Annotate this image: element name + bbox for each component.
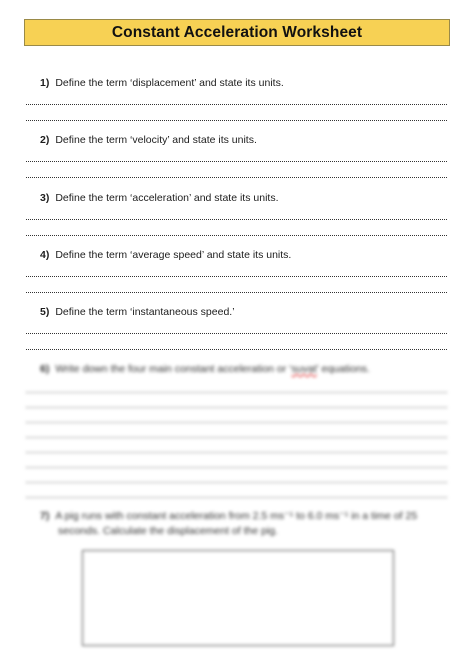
question-6 bbox=[40, 363, 370, 375]
question-3 bbox=[40, 192, 278, 204]
answer-line[interactable] bbox=[26, 422, 447, 423]
question-number: 6) bbox=[40, 363, 50, 375]
question-text: Write down the four main constant acceleration or ‘ bbox=[55, 363, 292, 375]
worksheet-title: Constant Acceleration Worksheet bbox=[111, 23, 363, 41]
answer-line[interactable] bbox=[26, 276, 447, 277]
question-number: 1) bbox=[40, 77, 50, 89]
answer-line[interactable] bbox=[26, 292, 447, 293]
answer-line[interactable] bbox=[26, 452, 447, 453]
question-4 bbox=[40, 249, 291, 261]
question-text: A pig runs with constant acceleration from 2.5 ms⁻¹ to 6.0 ms⁻¹ in a time of 25 bbox=[55, 510, 418, 522]
question-text: seconds. Calculate the displacement of the pig. bbox=[58, 525, 279, 537]
answer-line[interactable] bbox=[26, 333, 447, 334]
question-number: 4) bbox=[40, 249, 50, 261]
question-text: Define the term ‘displacement’ and state its units. bbox=[55, 77, 284, 89]
question-7 bbox=[40, 510, 417, 522]
answer-line[interactable] bbox=[26, 120, 447, 121]
question-text: Define the term ‘velocity’ and state its units. bbox=[55, 134, 257, 146]
question-text: ’ equations. bbox=[316, 363, 370, 375]
blurred-preview bbox=[0, 355, 474, 655]
answer-line[interactable] bbox=[26, 161, 447, 162]
answer-line[interactable] bbox=[26, 349, 447, 350]
answer-line[interactable] bbox=[26, 437, 447, 438]
answer-line[interactable] bbox=[26, 235, 447, 236]
answer-line[interactable] bbox=[26, 482, 447, 483]
answer-line[interactable] bbox=[26, 219, 447, 220]
question-2 bbox=[40, 134, 257, 146]
question-number: 3) bbox=[40, 192, 50, 204]
answer-line[interactable] bbox=[26, 104, 447, 105]
answer-line[interactable] bbox=[26, 407, 447, 408]
answer-line[interactable] bbox=[26, 177, 447, 178]
question-text: Define the term ‘average speed’ and state its units. bbox=[55, 249, 292, 261]
question-1 bbox=[40, 77, 284, 89]
title-banner bbox=[24, 19, 450, 46]
answer-box[interactable] bbox=[82, 550, 394, 646]
question-text-underlined: suvat bbox=[291, 363, 317, 375]
question-number: 7) bbox=[40, 510, 50, 522]
answer-line[interactable] bbox=[26, 392, 447, 393]
question-text: Define the term ‘instantaneous speed.’ bbox=[55, 306, 235, 318]
answer-line[interactable] bbox=[26, 497, 447, 498]
question-number: 2) bbox=[40, 134, 50, 146]
answer-line[interactable] bbox=[26, 467, 447, 468]
question-7-line-2 bbox=[58, 525, 278, 537]
question-5 bbox=[40, 306, 235, 318]
question-number: 5) bbox=[40, 306, 50, 318]
question-text: Define the term ‘acceleration’ and state its units. bbox=[55, 192, 279, 204]
